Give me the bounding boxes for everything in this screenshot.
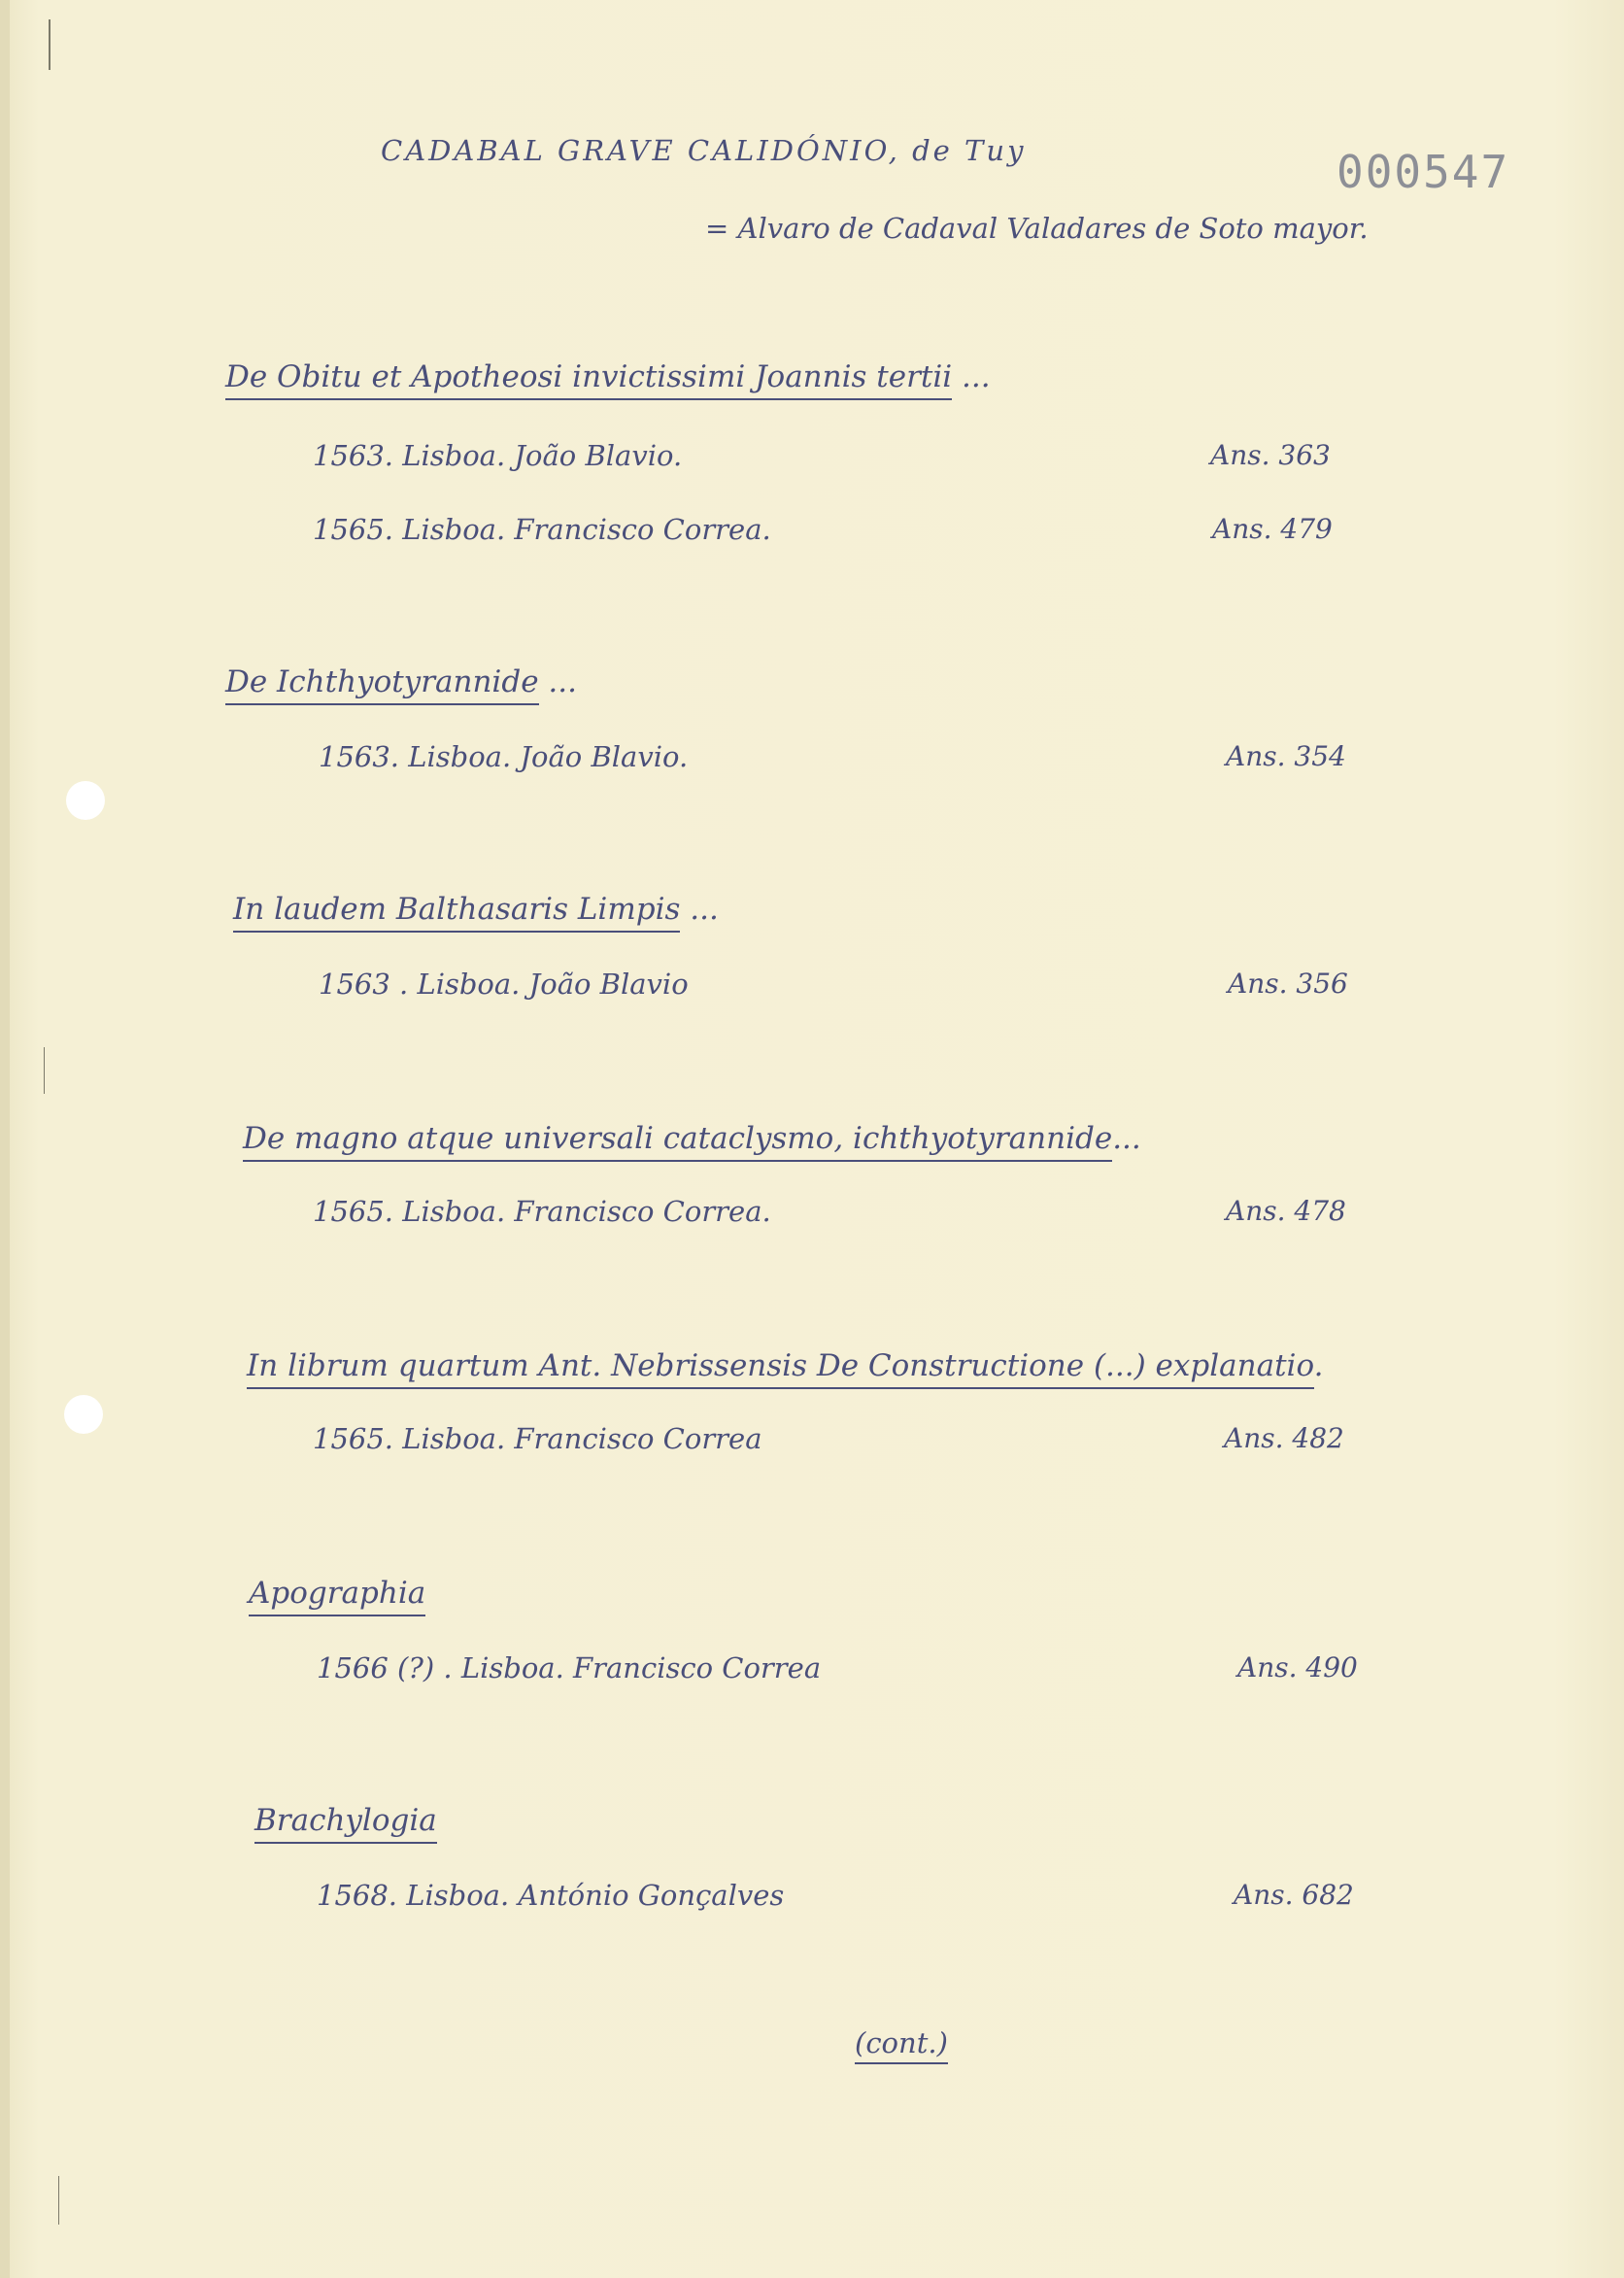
entry-title-text: Apographia: [249, 1576, 425, 1616]
continued-marker: [855, 2026, 948, 2059]
punch-hole-upper: [66, 781, 105, 820]
entry-title-suffix: .: [1313, 1348, 1324, 1383]
continued-text: (cont.): [855, 2026, 948, 2064]
entry-title-text: Brachylogia: [254, 1803, 437, 1844]
edition-reference: Ans. 682: [1234, 1879, 1354, 1911]
entry-title: [225, 359, 991, 394]
edition-line: 1563. Lisboa. João Blavio.: [319, 740, 689, 773]
entry-title-suffix: ...: [952, 359, 991, 394]
entry-title-text: De magno atque universali cataclysmo, ichthyotyrannide: [243, 1121, 1112, 1162]
edition-reference: Ans. 354: [1226, 740, 1346, 772]
entry-title-text: In laudem Balthasaris Limpis: [233, 892, 680, 933]
entry-title-text: De Ichthyotyrannide: [225, 664, 539, 705]
edition-line: 1563. Lisboa. João Blavio.: [313, 439, 683, 472]
edge-mark-middle: [44, 1047, 45, 1094]
edition-reference: Ans. 479: [1212, 513, 1333, 545]
edition-reference: Ans. 363: [1210, 439, 1331, 471]
edition-line: 1568. Lisboa. António Gonçalves: [317, 1879, 785, 1912]
entry-title: [249, 1576, 425, 1611]
entry-title-suffix: ...: [680, 892, 719, 927]
entry-title-suffix: ...: [1112, 1121, 1141, 1156]
edition-reference: Ans. 482: [1224, 1422, 1344, 1454]
edition-line: 1566 (?) . Lisboa. Francisco Correa: [317, 1651, 822, 1684]
entry-title-text: In librum quartum Ant. Nebrissensis De Constructione (...) explanatio: [247, 1348, 1314, 1389]
edition-line: 1565. Lisboa. Francisco Correa.: [313, 513, 771, 546]
author-heading: CADABAL GRAVE CALIDÓNIO, de Tuy: [381, 134, 1027, 167]
edition-line: 1565. Lisboa. Francisco Correa.: [313, 1195, 771, 1228]
entry-title: [233, 892, 719, 927]
entry-title: [243, 1121, 1141, 1156]
edition-reference: Ans. 478: [1226, 1195, 1346, 1227]
edge-mark-top: [49, 19, 51, 70]
card-left-edge: [0, 0, 10, 2278]
card-number-stamp: 000547: [1336, 146, 1510, 198]
entry-title-suffix: ...: [538, 664, 577, 699]
entry-title: [225, 664, 577, 699]
entry-title-text: De Obitu et Apotheosi invictissimi Joannis tertii: [225, 359, 952, 400]
entry-title: [254, 1803, 437, 1838]
punch-hole-lower: [64, 1395, 103, 1434]
edge-mark-bottom: [58, 2176, 59, 2225]
edition-line: 1565. Lisboa. Francisco Correa: [313, 1422, 762, 1455]
author-alias: = Alvaro de Cadaval Valadares de Soto mayor.: [705, 212, 1369, 245]
edition-line: 1563 . Lisboa. João Blavio: [319, 968, 689, 1001]
edition-reference: Ans. 356: [1228, 968, 1348, 1000]
edition-reference: Ans. 490: [1237, 1651, 1358, 1683]
entry-title: [247, 1348, 1323, 1383]
